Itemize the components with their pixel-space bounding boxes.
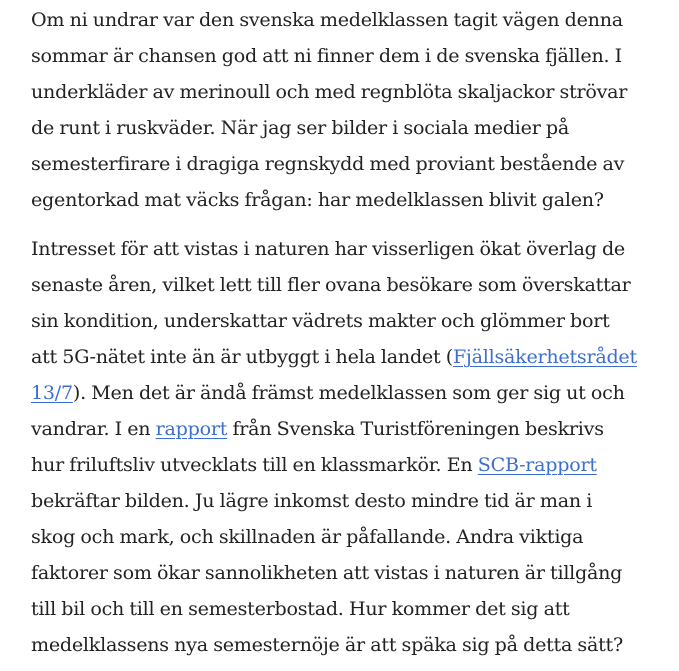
fjallsakerhetsradet-link[interactable]: Fjällsäkerhetsrådet	[452, 345, 637, 368]
paragraph-1-line-4: de runt i ruskväder. När jag ser bilder i sociala medier på	[31, 116, 570, 139]
paragraph-1-line-2: sommar är chansen god att ni finner dem i de svenska fjällen. I	[31, 44, 622, 67]
paragraph-2-line-2: senaste åren, vilket lett till fler ovana besökare som överskattar	[31, 273, 631, 296]
paragraph-2-line-3: sin kondition, underskattar vädrets makter och glömmer bort	[31, 309, 610, 332]
paragraph-1-line-5: semesterfirare i dragiga regnskydd med proviant bestående av	[31, 152, 625, 175]
paragraph-2-line-9: skog och mark, och skillnaden är påfallande. Andra viktiga	[31, 525, 584, 548]
paragraph-2-line-8: bekräftar bilden. Ju lägre inkomst desto mindre tid är man i	[31, 489, 593, 512]
paragraph-2-line-12: medelklassens nya semesternöje är att späka sig på detta sätt?	[31, 633, 623, 656]
fjallsakerhetsradet-date-link[interactable]: 13/7	[31, 381, 73, 404]
paragraph-2-line-4	[31, 339, 637, 375]
paragraph-2-line-6-text-b: från Svenska Turistföreningen beskrivs	[227, 417, 604, 440]
paragraph-2-line-6-text-a: vandrar. I en	[31, 417, 156, 440]
paragraph-2-line-6	[31, 411, 637, 447]
paragraph-2-line-5-text: ). Men det är ändå främst medelklassen som ger sig ut och	[72, 381, 625, 404]
paragraph-1-line-1: Om ni undrar var den svenska medelklassen tagit vägen denna	[31, 8, 623, 31]
paragraph-2	[31, 231, 637, 663]
paragraph-2-line-7	[31, 447, 637, 483]
paragraph-2-line-4-text: att 5G-nätet inte än är utbyggt i hela landet (	[31, 345, 453, 368]
paragraph-2-line-11: till bil och till en semesterbostad. Hur kommer det sig att	[31, 597, 570, 620]
paragraph-2-line-7-text: hur friluftsliv utvecklats till en klassmarkör. En	[31, 453, 478, 476]
paragraph-1-line-6: egentorkad mat väcks frågan: har medelklassen blivit galen?	[31, 188, 604, 211]
paragraph-2-line-10: faktorer som ökar sannolikheten att vistas i naturen är tillgång	[31, 561, 623, 584]
rapport-link[interactable]: rapport	[155, 417, 228, 440]
paragraph-1	[31, 2, 627, 218]
paragraph-2-line-1: Intresset för att vistas i naturen har visserligen ökat överlag de	[31, 237, 625, 260]
paragraph-2-line-5	[31, 375, 637, 411]
paragraph-1-line-3: underkläder av merinoull och med regnblöta skaljackor strövar	[31, 80, 628, 103]
scb-rapport-link[interactable]: SCB-rapport	[477, 453, 597, 476]
